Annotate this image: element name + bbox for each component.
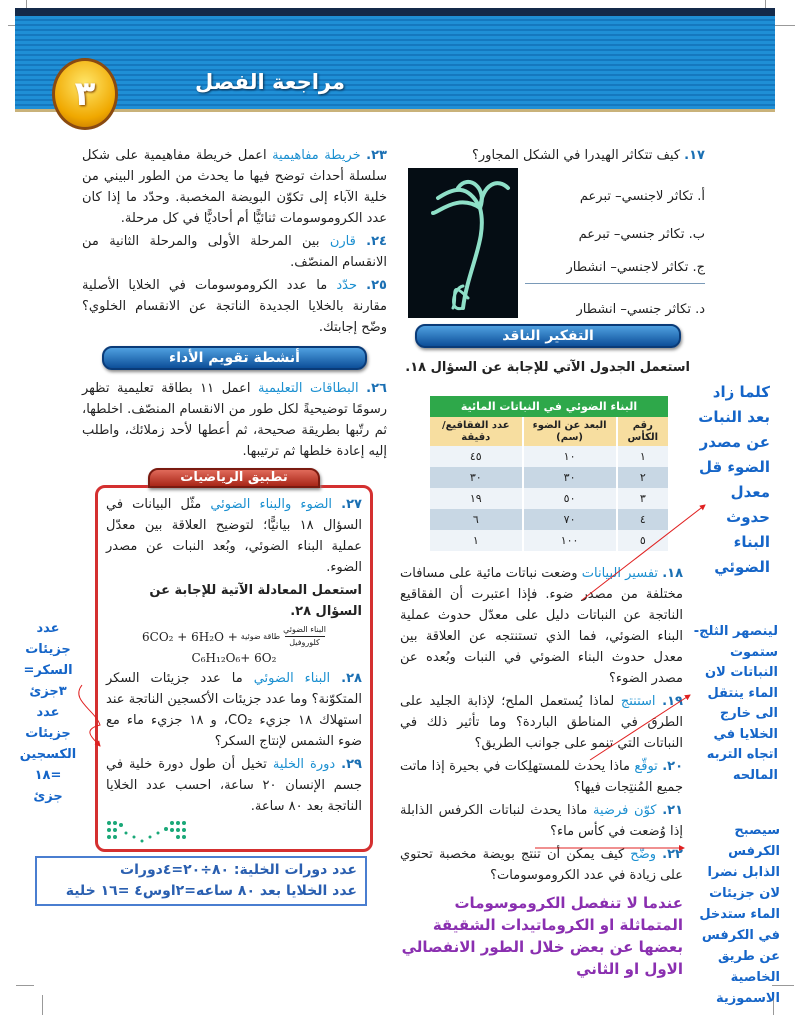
question-body: بين المرحلة الأولى والمرحلة الثانية من الانقسام المنصّف. <box>82 234 387 270</box>
question-body: اعمل خريطة مفاهيمية على شكل سلسلة أحداث توضح فيها ما يحدث من الطور البيني من خلية الآباء إلى تكوّن البويضة المخصبة. وحدّد ما إذا كان عدد الكروموسومات ثنائيًّا أم أحاديًّا في كل مرحلة. <box>82 148 387 226</box>
question-body: ماذا يحدث للمستهلِكات في بحيرة إذا ماتت جميع المُنتِجات فيها؟ <box>400 759 683 795</box>
q21-answer-note: سيصبح الكرفس الذابل نضرا لان جزيئات الماء ستدخل في الكرفس عن طريق الخاصية الاسموزية <box>699 823 780 1006</box>
question-body: وضعت نباتات مائية على مسافات مختلفة من مصدر ضوء. فإذا اعتبرت أن الفقاقيع الناتجة عن النباتات دليل على معدّل حدوث عملية البناء الضوئي، فما الذي تستنتجه عن العلاقة بين معدل حدوث البناء الضوئي في النبات وبُعده عن مصدر الضوء؟ <box>400 566 683 686</box>
table-row <box>429 488 668 509</box>
cell: ٢ <box>617 467 668 488</box>
q25 <box>82 275 387 338</box>
right-column-questions <box>400 563 683 980</box>
cell: ٤٥ <box>429 446 523 467</box>
crop-mark <box>16 985 34 986</box>
q29-answer-box <box>35 856 367 906</box>
cell: ٣٠ <box>523 467 617 488</box>
question-number: ٢٧. <box>341 497 362 512</box>
crop-mark <box>42 995 43 1015</box>
table-title: البناء الضوئي في النباتات المائية <box>429 396 668 417</box>
q22-answer-note: عندما لا تنفصل الكروموسومات المتماثلة او الكروماتيدات الشقيقة بعضها عن بعض خلال الطور الانفصالي الاول او الثاني <box>401 894 683 978</box>
q22 <box>400 844 683 886</box>
chapter-number-badge: ٣ <box>52 58 118 130</box>
cell: ٤ <box>617 509 668 530</box>
question-keyword: استنتج <box>620 694 656 709</box>
chapter-header-band <box>15 8 775 112</box>
cell: ٥٠ <box>523 488 617 509</box>
cell: ١ <box>617 446 668 467</box>
question-number: ٢٦. <box>366 381 387 396</box>
ministry-logo-dots <box>106 819 192 843</box>
question-keyword: وضّح <box>630 847 657 862</box>
table-row <box>429 446 668 467</box>
q28-answer-note: عدد جزيئات السكر= ٣جزئ عدد جزيئات الكسجين =١٨ جزئ <box>19 621 77 804</box>
question-body: كيف يمكن أن تنتج بويضة مخصبة تحتوي على زيادة في عدد الكروموسومات؟ <box>400 847 683 883</box>
cell: ١٠٠ <box>523 530 617 551</box>
left-column <box>65 145 387 906</box>
performance-assessment-banner: أنشطة تقويم الأداء <box>102 346 367 370</box>
question-number: ٢٥. <box>366 278 387 293</box>
equation-products: C₆H₁₂O₆+ 6O₂ <box>191 651 277 665</box>
question-body: ما عدد الكروموسومات في الخلايا الأصلية مقارنة بالخلايا الجديدة الناتجة عن الانقسام الخلوي؟ وضّح إجابتك. <box>82 278 387 335</box>
reaction-arrow <box>283 625 326 648</box>
data-table <box>428 396 668 551</box>
question-body: ما عدد جزيئات السكر المتكوّنة؟ وما عدد جزيئات الأكسجين الناتجة عند استهلاك ١٨ جزيء CO₂، و ١٨ جزيء ماء مع ضوء الشمس لإنتاج السكر؟ <box>106 671 362 749</box>
question-keyword: حدّد <box>336 278 358 293</box>
reaction-arrow-icon <box>285 636 325 637</box>
question-body: مثّل البيانات في السؤال ١٨ بيانيًّا؛ لتوضيح العلاقة بين معدّل عملية البناء الضوئي، وبُعد النبات عن مصدر الضوء. <box>106 497 362 575</box>
question-body: ماذا يحدث لنباتات الكرفس الذابلة إذا وُضعت في كأس ماء؟ <box>400 803 683 839</box>
chapter-title: مراجعة الفصل <box>195 70 345 94</box>
question-number: ٢٢. <box>662 847 683 862</box>
cell: ٣ <box>617 488 668 509</box>
cell: ١٩ <box>429 488 523 509</box>
question-keyword: البطاقات التعليمية <box>258 381 359 396</box>
table-row <box>429 530 668 551</box>
question-keyword: كوّن فرضية <box>593 803 657 818</box>
option-c[interactable]: ج. تكاثر لاجنسي– انشطار <box>525 253 705 284</box>
q19-answer-note: لينصهر الثلج-ستموت النباتات لان الماء ينتقل الى خارج الخلايا في اتجاه التربه المالحه <box>693 624 778 783</box>
q27 <box>106 494 362 578</box>
q20 <box>400 756 683 798</box>
question-number: ٢٤. <box>366 234 387 249</box>
q29-answer-line: عدد الخلايا بعد ٨٠ ساعه=٢اوس٤ =١٦ خلية <box>65 883 357 899</box>
equation-reactants: 6CO₂ + 6H₂O + <box>142 629 238 644</box>
option-d[interactable]: د. تكاثر جنسي– انشطار <box>576 302 705 317</box>
equation-catalyst: كلوروفيل <box>289 638 320 647</box>
question-number: ٢٩. <box>341 757 362 772</box>
q29-answer-line: عدد دورات الخلية: ٨٠÷٢٠=٤دورات <box>120 862 357 878</box>
question-number: ١٩. <box>662 694 683 709</box>
question-body: تخيل أن طول دورة خلية في جسم الإنسان ٢٠ ساعة، احسب عدد الخلايا الناتجة بعد ٨٠ ساعة. <box>106 757 362 814</box>
question-keyword: تفسير البيانات <box>581 566 659 581</box>
table-row <box>429 467 668 488</box>
math-application-box <box>95 485 373 852</box>
math-application-banner: تطبيق الرياضيات <box>148 468 320 488</box>
question-number: ٢٠. <box>662 759 684 774</box>
option-b[interactable]: ب. تكاثر جنسي– تبرعم <box>578 226 705 242</box>
question-body: اعمل ١١ بطاقة تعليمية تظهر رسومًا توضيحيةً لكل طور من الانقسام المنصّف. اخلطها، ثم رتّبها بطريقة صحيحة، ثم أعطها لأحد زملائك، واطلب إليه إعادة خلطها ثم ترتيبها. <box>82 381 387 459</box>
q23 <box>82 145 387 229</box>
crop-mark <box>775 25 795 26</box>
column-header: البعد عن الضوء (سم) <box>523 417 617 446</box>
question-keyword: البناء الضوئي <box>253 671 331 686</box>
cell: ٣٠ <box>429 467 523 488</box>
cell: ٦ <box>429 509 523 530</box>
table-intro: استعمل الجدول الآتي للإجابة عن السؤال ١٨. <box>405 360 690 375</box>
hydra-image <box>408 168 518 318</box>
hydra-illustration <box>408 168 518 318</box>
equation-energy: طاقة ضوئية <box>240 632 281 641</box>
question-number: ٢١. <box>662 803 684 818</box>
cell: ١ <box>429 530 523 551</box>
q18-answer-note: كلما زاد بعد النبات عن مصدر الضوء قل معدل حدوث البناء الضوئي <box>698 383 770 576</box>
question-number: ٢٣. <box>366 148 387 163</box>
q26 <box>82 378 387 462</box>
question-keyword: دورة الخلية <box>272 757 336 772</box>
q17-text <box>470 145 705 166</box>
q29 <box>106 754 362 817</box>
photosynthesis-equation <box>106 625 362 665</box>
question-keyword: توقّع <box>634 759 658 774</box>
q17-options <box>525 178 705 329</box>
q18 <box>400 563 683 689</box>
photosynthesis-table <box>428 396 668 551</box>
question-keyword: الضوء والبناء الضوئي <box>210 497 333 512</box>
question-keyword: قارن <box>329 234 356 249</box>
question-body: كيف تتكاثر الهيدرا في الشكل المجاور؟ <box>471 148 681 163</box>
critical-thinking-banner: التفكير الناقد <box>415 324 681 348</box>
question-body: لماذا يُستعمل الملح؛ لإذابة الجليد على الطرق في المناطق الباردة؟ وما تأثير ذلك في النباتات التي تنمو على جوانب الطريق؟ <box>400 694 683 751</box>
cell: ٧٠ <box>523 509 617 530</box>
q24 <box>82 231 387 273</box>
math-application-section <box>95 468 373 852</box>
table-row <box>429 509 668 530</box>
column-header: رقم الكأس <box>617 417 668 446</box>
question-number: ١٨. <box>662 566 684 581</box>
cell: ١٠ <box>523 446 617 467</box>
question-number: ٢٨. <box>341 671 362 686</box>
q21 <box>400 800 683 842</box>
equation-arrow-label: البناء الضوئي <box>283 625 326 634</box>
question-keyword: خريطة مفاهيمية <box>272 148 361 163</box>
option-a[interactable]: أ. تكاثر لاجنسي– تبرعم <box>579 189 705 204</box>
column-header: عدد الفقاقيع/ دقيقة <box>429 417 523 446</box>
q28 <box>106 668 362 752</box>
q19 <box>400 691 683 754</box>
equation-intro: استعمل المعادلة الآتية للإجابة عن السؤال ٢٨. <box>149 583 362 619</box>
cell: ٥ <box>617 530 668 551</box>
question-number: ١٧. <box>684 148 705 163</box>
